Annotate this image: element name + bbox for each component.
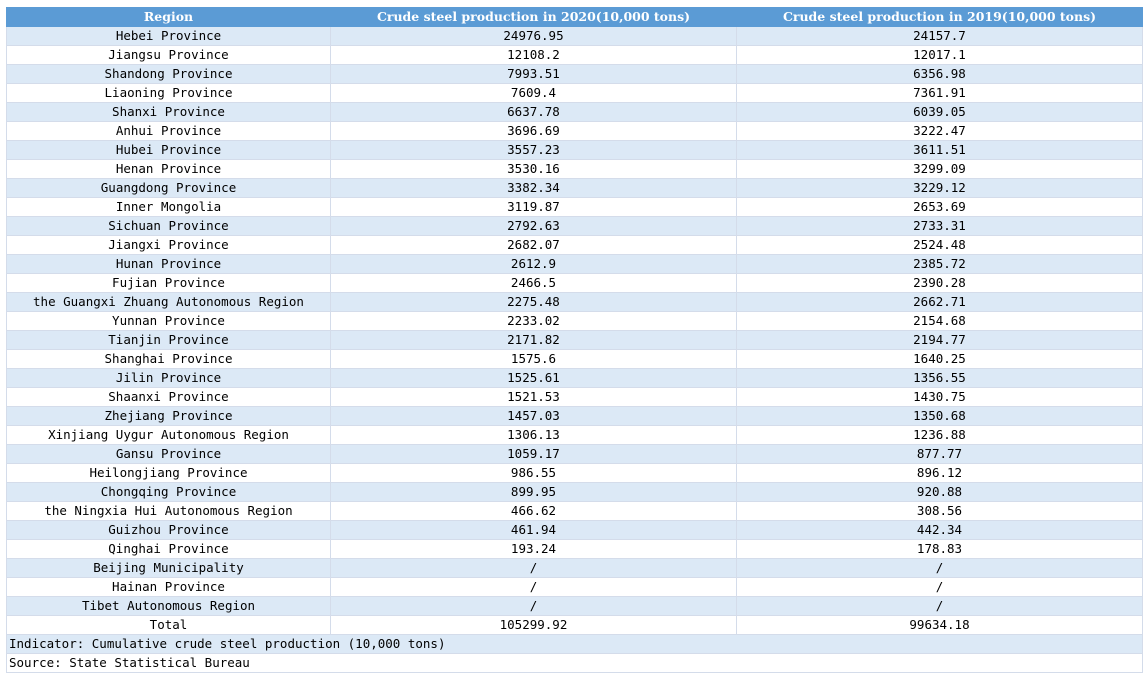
production-2019-cell: 1430.75 [737,388,1143,407]
region-cell: Shandong Province [7,65,331,84]
production-2019-cell: 6356.98 [737,65,1143,84]
table-row [7,293,1143,312]
table-row [7,407,1143,426]
table-row [7,141,1143,160]
header-production-2019: Crude steel production in 2019(10,000 tons) [737,8,1143,27]
region-cell: Henan Province [7,160,331,179]
region-cell: Anhui Province [7,122,331,141]
table-row [7,464,1143,483]
region-cell: Jiangxi Province [7,236,331,255]
production-2020-cell: 2792.63 [331,217,737,236]
production-2020-cell: 1521.53 [331,388,737,407]
table-row [7,540,1143,559]
production-2020-cell: 1525.61 [331,369,737,388]
region-cell: Guizhou Province [7,521,331,540]
region-cell: Tibet Autonomous Region [7,597,331,616]
production-2020-cell: 466.62 [331,502,737,521]
production-2019-cell: 1236.88 [737,426,1143,445]
region-cell: Shanxi Province [7,103,331,122]
region-cell: Inner Mongolia [7,198,331,217]
region-cell: Guangdong Province [7,179,331,198]
table-row [7,46,1143,65]
production-2020-cell: / [331,559,737,578]
region-cell: Zhejiang Province [7,407,331,426]
table-header [7,8,1143,27]
production-2020-cell: 2233.02 [331,312,737,331]
production-2019-cell: / [737,597,1143,616]
table-row [7,84,1143,103]
table-row [7,122,1143,141]
region-cell: Jilin Province [7,369,331,388]
indicator-note: Indicator: Cumulative crude steel production (10,000 tons) [7,635,1143,654]
table-row [7,616,1143,635]
production-2019-cell: 7361.91 [737,84,1143,103]
production-2020-cell: 7993.51 [331,65,737,84]
production-2019-cell: 896.12 [737,464,1143,483]
production-2020-cell: 2171.82 [331,331,737,350]
production-2020-cell: 2612.9 [331,255,737,274]
production-2019-cell: 2653.69 [737,198,1143,217]
production-2019-cell: 2524.48 [737,236,1143,255]
production-2020-cell: / [331,578,737,597]
production-2020-cell: 3382.34 [331,179,737,198]
region-cell: Shaanxi Province [7,388,331,407]
production-2020-cell: / [331,597,737,616]
production-2020-cell: 2466.5 [331,274,737,293]
table-body [7,27,1143,673]
region-cell: Hubei Province [7,141,331,160]
production-2020-cell: 3696.69 [331,122,737,141]
region-cell: Yunnan Province [7,312,331,331]
production-2019-cell: 3299.09 [737,160,1143,179]
table-row [7,388,1143,407]
source-note-row [7,654,1143,673]
production-2019-cell: 3222.47 [737,122,1143,141]
production-2019-cell: 2385.72 [737,255,1143,274]
region-cell: Liaoning Province [7,84,331,103]
production-2020-cell: 899.95 [331,483,737,502]
production-2020-cell: 193.24 [331,540,737,559]
production-2020-cell: 1575.6 [331,350,737,369]
table-row [7,597,1143,616]
steel-production-table-container [6,7,1142,673]
region-cell: the Ningxia Hui Autonomous Region [7,502,331,521]
production-2020-cell: 12108.2 [331,46,737,65]
production-2020-cell: 1457.03 [331,407,737,426]
production-2019-cell: 1640.25 [737,350,1143,369]
table-row [7,369,1143,388]
production-2019-cell: 2390.28 [737,274,1143,293]
production-2019-cell: 1356.55 [737,369,1143,388]
region-cell: Fujian Province [7,274,331,293]
region-cell: Xinjiang Uygur Autonomous Region [7,426,331,445]
production-2019-cell: 12017.1 [737,46,1143,65]
production-2019-cell: 442.34 [737,521,1143,540]
production-2019-cell: 2154.68 [737,312,1143,331]
table-row [7,331,1143,350]
table-row [7,255,1143,274]
production-2020-cell: 7609.4 [331,84,737,103]
production-2019-cell: 3611.51 [737,141,1143,160]
region-cell: the Guangxi Zhuang Autonomous Region [7,293,331,312]
indicator-note-row [7,635,1143,654]
production-2019-cell: 178.83 [737,540,1143,559]
production-2019-cell: 2662.71 [737,293,1143,312]
region-cell: Beijing Municipality [7,559,331,578]
header-row [7,8,1143,27]
production-2020-cell: 3119.87 [331,198,737,217]
table-row [7,198,1143,217]
region-cell: Hunan Province [7,255,331,274]
production-2019-cell: 6039.05 [737,103,1143,122]
production-2020-cell: 1059.17 [331,445,737,464]
table-row [7,350,1143,369]
production-2019-cell: 308.56 [737,502,1143,521]
region-cell: Hebei Province [7,27,331,46]
production-2020-cell: 24976.95 [331,27,737,46]
table-row [7,445,1143,464]
production-2020-cell: 2275.48 [331,293,737,312]
production-2019-cell: 920.88 [737,483,1143,502]
production-2020-cell: 3530.16 [331,160,737,179]
production-2019-cell: 877.77 [737,445,1143,464]
table-row [7,521,1143,540]
production-2019-cell: 99634.18 [737,616,1143,635]
production-2020-cell: 105299.92 [331,616,737,635]
region-cell: Shanghai Province [7,350,331,369]
region-cell: Gansu Province [7,445,331,464]
production-2019-cell: 3229.12 [737,179,1143,198]
production-2020-cell: 6637.78 [331,103,737,122]
production-2020-cell: 3557.23 [331,141,737,160]
source-note: Source: State Statistical Bureau [7,654,1143,673]
region-cell: Qinghai Province [7,540,331,559]
region-cell: Hainan Province [7,578,331,597]
header-region: Region [7,8,331,27]
production-2020-cell: 2682.07 [331,236,737,255]
region-cell: Chongqing Province [7,483,331,502]
production-2020-cell: 986.55 [331,464,737,483]
table-row [7,502,1143,521]
header-production-2020: Crude steel production in 2020(10,000 tons) [331,8,737,27]
production-2019-cell: 1350.68 [737,407,1143,426]
table-row [7,236,1143,255]
table-row [7,217,1143,236]
table-row [7,483,1143,502]
steel-production-table [6,7,1143,673]
table-row [7,559,1143,578]
region-cell: Heilongjiang Province [7,464,331,483]
table-row [7,103,1143,122]
table-row [7,426,1143,445]
region-cell: Tianjin Province [7,331,331,350]
production-2019-cell: / [737,559,1143,578]
region-cell: Sichuan Province [7,217,331,236]
table-row [7,179,1143,198]
production-2020-cell: 1306.13 [331,426,737,445]
production-2019-cell: / [737,578,1143,597]
table-row [7,578,1143,597]
region-cell: Total [7,616,331,635]
production-2019-cell: 2194.77 [737,331,1143,350]
production-2020-cell: 461.94 [331,521,737,540]
production-2019-cell: 2733.31 [737,217,1143,236]
table-row [7,312,1143,331]
table-row [7,27,1143,46]
table-row [7,274,1143,293]
production-2019-cell: 24157.7 [737,27,1143,46]
table-row [7,65,1143,84]
region-cell: Jiangsu Province [7,46,331,65]
table-row [7,160,1143,179]
